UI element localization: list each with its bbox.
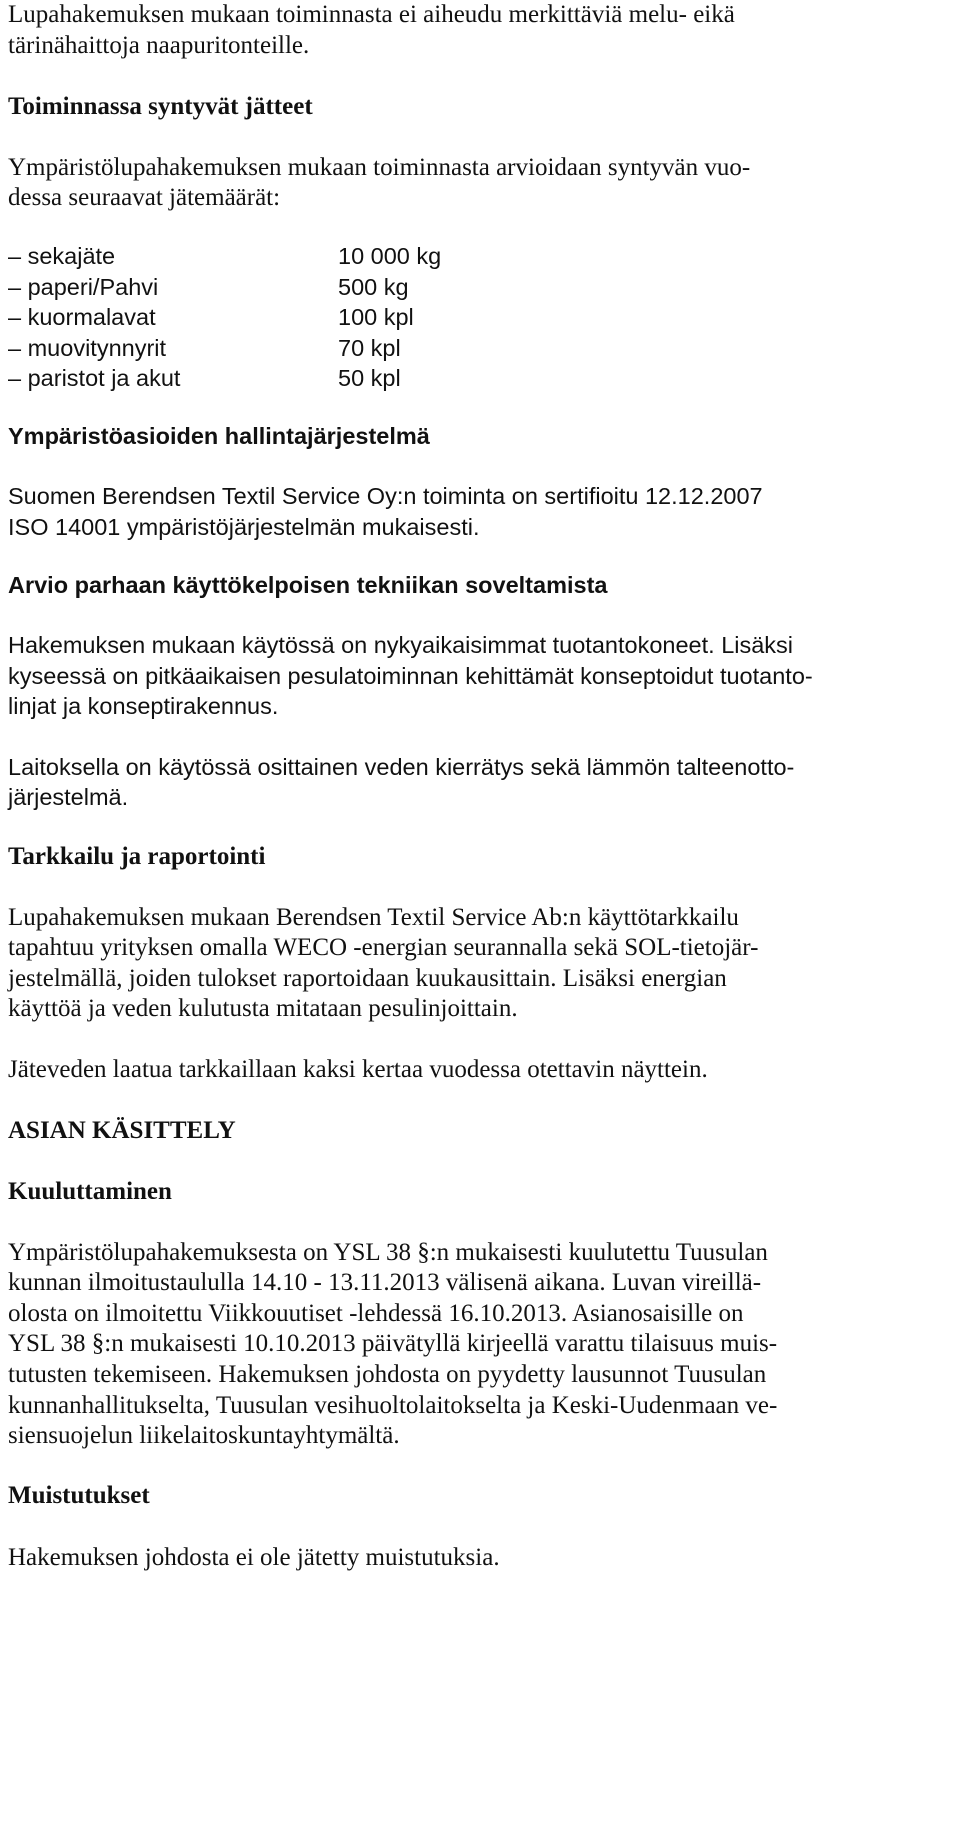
- announce-line-2: kunnan ilmoitustaululla 14.10 - 13.11.2013 välisenä aikana. Luvan vireillä-: [8, 1269, 762, 1296]
- announce-heading: Kuuluttaminen: [8, 1178, 172, 1205]
- announce-line-7: siensuojelun liikelaitoskuntayhtymältä.: [8, 1422, 400, 1449]
- bat-p1-line-3: linjat ja konseptirakennus.: [8, 693, 279, 719]
- waste-item-name: – kuormalavat: [8, 304, 156, 330]
- waste-item-amount: 10 000 kg: [338, 243, 442, 269]
- waste-item-amount: 70 kpl: [338, 335, 401, 361]
- waste-item-amount: 100 kpl: [338, 304, 414, 330]
- waste-item-name: – paperi/Pahvi: [8, 274, 159, 300]
- waste-item-name: – sekajäte: [8, 243, 116, 269]
- ems-text-line-1: Suomen Berendsen Textil Service Oy:n toiminta on sertifioitu 12.12.2007: [8, 483, 763, 509]
- monitoring-p1-line-4: käyttöä ja veden kulutusta mitataan pesulinjoittain.: [8, 995, 518, 1022]
- waste-item-name: – muovitynnyrit: [8, 335, 167, 361]
- ems-text-line-2: ISO 14001 ympäristöjärjestelmän mukaisesti.: [8, 514, 480, 540]
- handling-heading: ASIAN KÄSITTELY: [8, 1117, 236, 1144]
- remarks-heading: Muistutukset: [8, 1482, 150, 1509]
- announce-line-4: YSL 38 §:n mukaisesti 10.10.2013 päivätyllä kirjeellä varattu tilaisuus muis-: [8, 1330, 778, 1357]
- monitoring-p1-line-3: jestelmällä, joiden tulokset raportoidaan kuukausittain. Lisäksi energian: [8, 965, 727, 992]
- bat-p2-line-1: Laitoksella on käytössä osittainen veden kierrätys sekä lämmön talteenotto-: [8, 754, 795, 780]
- bat-p2-line-2: järjestelmä.: [8, 784, 129, 810]
- monitoring-p1-line-2: tapahtuu yrityksen omalla WECO -energian seurannalla sekä SOL-tietojär-: [8, 934, 759, 961]
- bat-p1-line-2: kyseessä on pitkäaikaisen pesulatoiminnan kehittämät konseptoidut tuotanto-: [8, 663, 813, 689]
- announce-line-6: kunnanhallitukselta, Tuusulan vesihuoltolaitokselta ja Keski-Uudenmaan ve-: [8, 1392, 778, 1419]
- intro-line-2: tärinähaittoja naapuritonteille.: [8, 32, 310, 59]
- monitoring-p2: Jäteveden laatua tarkkaillaan kaksi kertaa vuodessa otettavin näyttein.: [8, 1056, 708, 1083]
- bat-p1-line-1: Hakemuksen mukaan käytössä on nykyaikaisimmat tuotantokoneet. Lisäksi: [8, 632, 794, 658]
- waste-item-name: – paristot ja akut: [8, 365, 181, 391]
- monitoring-p1-line-1: Lupahakemuksen mukaan Berendsen Textil Service Ab:n käyttötarkkailu: [8, 904, 739, 931]
- intro-line-1: Lupahakemuksen mukaan toiminnasta ei aiheudu merkittäviä melu- eikä: [8, 1, 735, 28]
- announce-line-1: Ympäristölupahakemuksesta on YSL 38 §:n mukaisesti kuulutettu Tuusulan: [8, 1239, 768, 1266]
- monitoring-heading: Tarkkailu ja raportointi: [8, 843, 266, 870]
- bat-heading: Arvio parhaan käyttökelpoisen tekniikan soveltamista: [8, 572, 608, 598]
- waste-heading: Toiminnassa syntyvät jätteet: [8, 93, 313, 120]
- ems-heading: Ympäristöasioiden hallintajärjestelmä: [8, 423, 430, 449]
- announce-line-5: tutusten tekemiseen. Hakemuksen johdosta on pyydetty lausunnot Tuusulan: [8, 1361, 767, 1388]
- waste-item-amount: 50 kpl: [338, 365, 401, 391]
- announce-line-3: olosta on ilmoitettu Viikkouutiset -lehdessä 16.10.2013. Asianosaisille on: [8, 1300, 744, 1327]
- waste-text-line-2: dessa seuraavat jätemäärät:: [8, 184, 281, 211]
- waste-item-amount: 500 kg: [338, 274, 409, 300]
- waste-text-line-1: Ympäristölupahakemuksen mukaan toiminnasta arvioidaan syntyvän vuo-: [8, 154, 751, 181]
- remarks-text: Hakemuksen johdosta ei ole jätetty muistutuksia.: [8, 1544, 500, 1571]
